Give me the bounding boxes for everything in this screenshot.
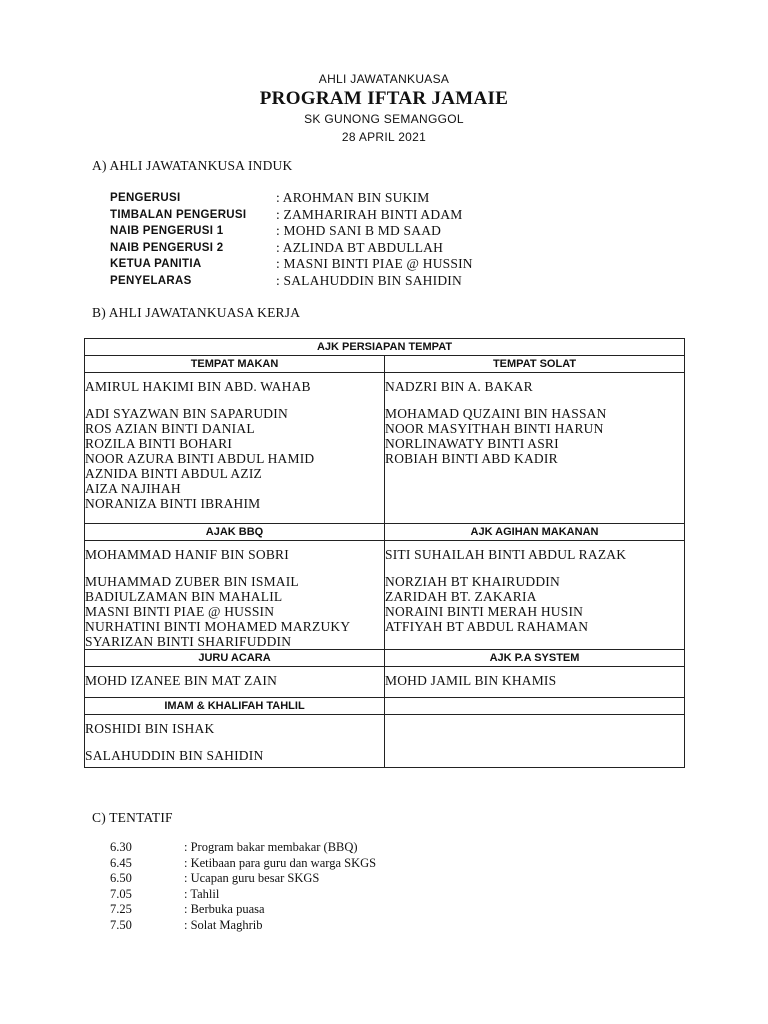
- list-item: MASNI BINTI PIAE @ HUSSIN: [85, 604, 275, 619]
- committee-name: : ZAMHARIRAH BINTI ADAM: [276, 206, 463, 222]
- agihan-leader: SITI SUHAILAH BINTI ABDUL RAZAK: [385, 547, 627, 562]
- schedule-desc: : Program bakar membakar (BBQ): [184, 840, 358, 855]
- list-item: NORZIAH BT KHAIRUDDIN: [385, 574, 560, 589]
- work-committee-table: [84, 338, 685, 768]
- committee-row: [110, 207, 670, 224]
- bbq-leader: MOHAMMAD HANIF BIN SOBRI: [85, 547, 289, 562]
- list-item: NORANIZA BINTI IBRAHIM: [85, 496, 261, 511]
- pa-system-heading: AJK P.A SYSTEM: [385, 650, 685, 667]
- committee-role: NAIB PENGERUSI 2: [110, 241, 224, 254]
- schedule-time: 6.50: [110, 871, 132, 886]
- committee-name: : MASNI BINTI PIAE @ HUSSIN: [276, 256, 473, 272]
- committee-name: : MOHD SANI B MD SAAD: [276, 223, 442, 239]
- juru-acara-name: MOHD IZANEE BIN MAT ZAIN: [85, 673, 278, 688]
- schedule-row: [110, 840, 376, 856]
- tempat-solat-heading: TEMPAT SOLAT: [385, 356, 685, 373]
- committee-name: : AZLINDA BT ABDULLAH: [276, 239, 444, 255]
- list-item: MOHAMAD QUZAINI BIN HASSAN: [385, 406, 607, 421]
- document-header: [0, 70, 768, 146]
- pa-system-name: MOHD JAMIL BIN KHAMIS: [385, 673, 557, 688]
- agihan-heading: AJK AGIHAN MAKANAN: [385, 524, 685, 541]
- schedule-time: 7.25: [110, 902, 132, 917]
- tempat-solat-cell: [385, 373, 685, 524]
- imam-name: ROSHIDI BIN ISHAK: [85, 721, 215, 736]
- list-item: BADIULZAMAN BIN MAHALIL: [85, 589, 283, 604]
- committee-role: PENGERUSI: [110, 192, 181, 205]
- schedule-desc: : Berbuka puasa: [184, 902, 265, 917]
- bbq-heading: AJAK BBQ: [85, 524, 385, 541]
- empty-cell: [385, 715, 685, 768]
- schedule-row: [110, 856, 376, 872]
- schedule-row: [110, 871, 376, 887]
- schedule-time: 6.45: [110, 855, 132, 870]
- empty-heading: [385, 698, 685, 715]
- committee-role: TIMBALAN PENGERUSI: [110, 208, 247, 221]
- section-b-label: B) AHLI JAWATANKUASA KERJA: [92, 305, 301, 320]
- tempat-makan-cell: [85, 373, 385, 524]
- schedule-desc: : Tahlil: [184, 886, 220, 901]
- committee-role: NAIB PENGERUSI 1: [110, 225, 224, 238]
- main-committee-list: [110, 190, 670, 289]
- list-item: SYARIZAN BINTI SHARIFUDDIN: [85, 634, 292, 649]
- schedule-desc: : Ucapan guru besar SKGS: [184, 871, 320, 886]
- list-item: ROBIAH BINTI ABD KADIR: [385, 451, 558, 466]
- persiapan-heading: AJK PERSIAPAN TEMPAT: [85, 339, 685, 356]
- schedule-desc: : Solat Maghrib: [184, 917, 263, 932]
- committee-name: : SALAHUDDIN BIN SAHIDIN: [276, 272, 462, 288]
- committee-row: [110, 240, 670, 257]
- juru-acara-cell: [85, 667, 385, 698]
- committee-role: PENYELARAS: [110, 274, 192, 287]
- agihan-cell: [385, 541, 685, 650]
- list-item: ADI SYAZWAN BIN SAPARUDIN: [85, 406, 288, 421]
- section-c-label: C) TENTATIF: [92, 810, 173, 825]
- schedule-row: [110, 918, 376, 934]
- tempat-solat-leader: NADZRI BIN A. BAKAR: [385, 379, 533, 394]
- schedule-row: [110, 887, 376, 903]
- list-item: MUHAMMAD ZUBER BIN ISMAIL: [85, 574, 299, 589]
- khalifah-name: SALAHUDDIN BIN SAHIDIN: [85, 748, 264, 763]
- juru-acara-heading: JURU ACARA: [85, 650, 385, 667]
- committee-name: : AROHMAN BIN SUKIM: [276, 190, 430, 206]
- list-item: ROZILA BINTI BOHARI: [85, 436, 233, 451]
- pa-system-cell: [385, 667, 685, 698]
- schedule-list: [110, 840, 376, 933]
- committee-row: [110, 223, 670, 240]
- list-item: AIZA NAJIHAH: [85, 481, 181, 496]
- schedule-time: 7.05: [110, 886, 132, 901]
- schedule-time: 7.50: [110, 917, 132, 932]
- program-date: 28 APRIL 2021: [341, 130, 427, 144]
- committee-row: [110, 273, 670, 290]
- list-item: ATFIYAH BT ABDUL RAHAMAN: [385, 619, 589, 634]
- committee-row: [110, 190, 670, 207]
- schedule-time: 6.30: [110, 840, 132, 855]
- imam-heading: IMAM & KHALIFAH TAHLIL: [85, 698, 385, 715]
- program-title: PROGRAM IFTAR JAMAIE: [259, 88, 509, 109]
- tempat-makan-heading: TEMPAT MAKAN: [85, 356, 385, 373]
- list-item: NORAINI BINTI MERAH HUSIN: [385, 604, 584, 619]
- committee-row: [110, 256, 670, 273]
- school-name: SK GUNONG SEMANGGOL: [304, 112, 464, 126]
- list-item: NORLINAWATY BINTI ASRI: [385, 436, 559, 451]
- list-item: AZNIDA BINTI ABDUL AZIZ: [85, 466, 262, 481]
- imam-cell: [85, 715, 385, 768]
- list-item: ROS AZIAN BINTI DANIAL: [85, 421, 255, 436]
- list-item: NURHATINI BINTI MOHAMED MARZUKY: [85, 619, 351, 634]
- list-item: ZARIDAH BT. ZAKARIA: [385, 589, 537, 604]
- schedule-desc: : Ketibaan para guru dan warga SKGS: [184, 855, 377, 870]
- header-line1: AHLI JAWATANKUASA: [318, 72, 450, 86]
- committee-role: KETUA PANITIA: [110, 258, 202, 271]
- list-item: NOOR MASYITHAH BINTI HARUN: [385, 421, 604, 436]
- tempat-makan-leader: AMIRUL HAKIMI BIN ABD. WAHAB: [85, 379, 311, 394]
- list-item: NOOR AZURA BINTI ABDUL HAMID: [85, 451, 315, 466]
- schedule-row: [110, 902, 376, 918]
- section-a-label: A) AHLI JAWATANKUSA INDUK: [92, 158, 293, 173]
- bbq-cell: [85, 541, 385, 650]
